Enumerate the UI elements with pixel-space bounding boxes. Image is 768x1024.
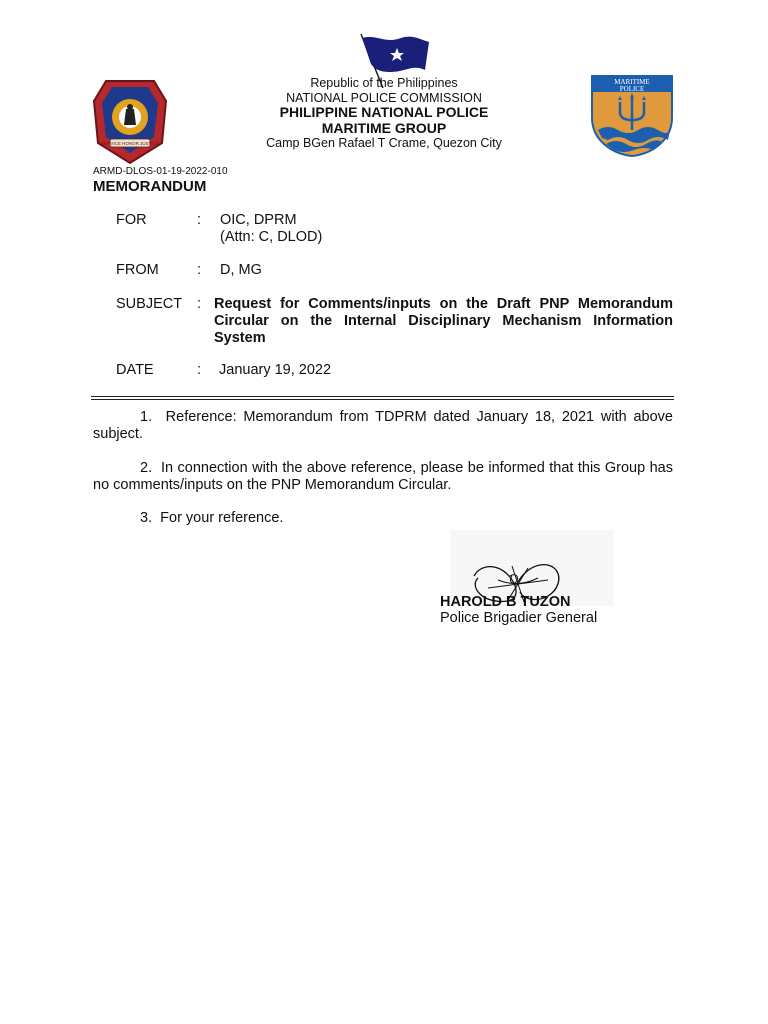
subject-value: Request for Comments/inputs on the Draft PNP Memorandum Circular on the Internal Disciplinary Mechanism Information System	[214, 296, 673, 346]
paragraph-3-number: 3.	[140, 510, 153, 526]
paragraph-2	[93, 460, 673, 494]
header-maritime-group: MARITIME GROUP	[321, 120, 447, 136]
date-colon: :	[197, 362, 202, 378]
for-attention: (Attn: C, DLOD)	[220, 229, 323, 245]
for-value: OIC, DPRM	[220, 212, 297, 228]
divider-bottom	[91, 399, 674, 400]
for-colon: :	[197, 212, 202, 228]
subject-label: SUBJECT	[116, 296, 183, 312]
header-republic: Republic of the Philippines	[310, 76, 458, 90]
signatory-name: HAROLD B TUZON	[440, 594, 571, 610]
from-colon: :	[197, 262, 202, 278]
divider-top	[91, 396, 674, 397]
maritime-seal-top-text: MARITIME	[614, 78, 650, 86]
maritime-seal-bottom-text: POLICE	[619, 85, 645, 93]
header-napolcom: NATIONAL POLICE COMMISSION	[286, 91, 482, 105]
paragraph-3	[93, 510, 673, 527]
paragraph-2-text: In connection with the above reference, please be informed that this Group has no comments/inputs on the PNP Memorandum Circular.	[93, 460, 673, 493]
paragraph-1	[93, 409, 673, 443]
paragraph-3-text: For your reference.	[160, 510, 284, 526]
from-label: FROM	[116, 262, 159, 278]
date-value: January 19, 2022	[219, 362, 332, 378]
header-address: Camp BGen Rafael T Crame, Quezon City	[266, 136, 502, 150]
for-label: FOR	[116, 212, 147, 228]
subject-colon: :	[197, 296, 202, 312]
date-label: DATE	[116, 362, 154, 378]
pnp-seal-motto: SERVICE HONOR JUSTICE	[101, 141, 159, 146]
paragraph-2-number: 2.	[140, 460, 153, 476]
reference-number: ARMD-DLOS-01-19-2022-010	[93, 166, 228, 177]
signatory-rank: Police Brigadier General	[440, 610, 598, 626]
header-pnp: PHILIPPINE NATIONAL POLICE	[279, 104, 489, 120]
paragraph-1-text: Reference: Memorandum from TDPRM dated January 18, 2021 with above subject.	[93, 409, 673, 442]
from-value: D, MG	[220, 262, 262, 278]
paragraph-1-number: 1.	[140, 409, 153, 425]
memo-title: MEMORANDUM	[93, 178, 207, 195]
